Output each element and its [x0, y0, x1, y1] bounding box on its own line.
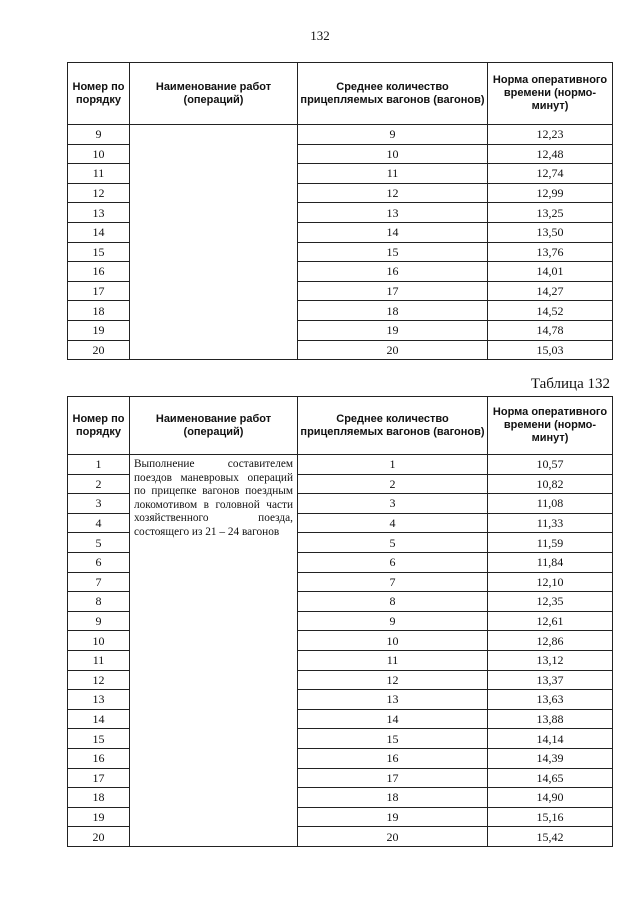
row-number: 10	[68, 144, 130, 164]
wagon-count: 9	[298, 125, 488, 145]
row-number: 14	[68, 709, 130, 729]
table-caption: Таблица 132	[530, 376, 610, 392]
row-number: 4	[68, 513, 130, 533]
wagon-count: 5	[298, 533, 488, 553]
wagon-count: 18	[298, 788, 488, 808]
row-number: 8	[68, 592, 130, 612]
table-row	[68, 455, 613, 475]
row-number: 15	[68, 729, 130, 749]
wagon-count: 3	[298, 494, 488, 514]
wagon-count: 2	[298, 474, 488, 494]
row-number: 20	[68, 340, 130, 360]
norm-time: 14,65	[488, 768, 613, 788]
wagon-count: 11	[298, 650, 488, 670]
page-number: 132	[310, 28, 330, 43]
norm-time: 15,16	[488, 807, 613, 827]
operation-description: Выполнение составителем поездов маневровых операций по прицепке вагонов поездным локомотивом в головной части хозяйственного поезда, состоящего из 21 – 24 вагонов	[130, 455, 298, 847]
row-number: 19	[68, 807, 130, 827]
table-row	[68, 125, 613, 145]
norm-time: 14,01	[488, 262, 613, 282]
header-wagons: Среднее количество прицепляемых вагонов (вагонов)	[298, 63, 488, 125]
norm-time: 11,84	[488, 552, 613, 572]
wagon-count: 14	[298, 709, 488, 729]
norm-time: 12,61	[488, 611, 613, 631]
norm-time: 14,39	[488, 748, 613, 768]
header-name: Наименование работ (операций)	[130, 397, 298, 455]
row-number: 13	[68, 690, 130, 710]
wagon-count: 16	[298, 262, 488, 282]
wagon-count: 10	[298, 631, 488, 651]
wagon-count: 12	[298, 183, 488, 203]
row-number: 20	[68, 827, 130, 847]
wagon-count: 20	[298, 340, 488, 360]
norm-time: 13,88	[488, 709, 613, 729]
row-number: 11	[68, 650, 130, 670]
row-number: 1	[68, 455, 130, 475]
wagon-count: 14	[298, 222, 488, 242]
norm-time: 13,63	[488, 690, 613, 710]
norm-time: 12,48	[488, 144, 613, 164]
norm-time: 12,74	[488, 164, 613, 184]
row-number: 9	[68, 611, 130, 631]
row-number: 18	[68, 301, 130, 321]
norm-time: 12,23	[488, 125, 613, 145]
header-name: Наименование работ (операций)	[130, 63, 298, 125]
wagon-count: 19	[298, 320, 488, 340]
norms-table-continued	[67, 62, 613, 360]
norm-time: 13,50	[488, 222, 613, 242]
norm-time: 14,52	[488, 301, 613, 321]
wagon-count: 15	[298, 729, 488, 749]
norm-time: 12,86	[488, 631, 613, 651]
norm-time: 13,37	[488, 670, 613, 690]
row-number: 18	[68, 788, 130, 808]
row-number: 11	[68, 164, 130, 184]
wagon-count: 11	[298, 164, 488, 184]
norm-time: 13,76	[488, 242, 613, 262]
wagon-count: 1	[298, 455, 488, 475]
wagon-count: 18	[298, 301, 488, 321]
wagon-count: 9	[298, 611, 488, 631]
norm-time: 11,08	[488, 494, 613, 514]
norm-time: 12,99	[488, 183, 613, 203]
header-wagons: Среднее количество прицепляемых вагонов (вагонов)	[298, 397, 488, 455]
wagon-count: 8	[298, 592, 488, 612]
norm-time: 11,59	[488, 533, 613, 553]
header-norm: Норма оперативного времени (нормо-минут)	[488, 397, 613, 455]
header-number: Номер по порядку	[68, 63, 130, 125]
row-number: 16	[68, 262, 130, 282]
wagon-count: 13	[298, 690, 488, 710]
wagon-count: 12	[298, 670, 488, 690]
norm-time: 10,82	[488, 474, 613, 494]
wagon-count: 16	[298, 748, 488, 768]
norm-time: 15,42	[488, 827, 613, 847]
row-number: 17	[68, 768, 130, 788]
row-number: 10	[68, 631, 130, 651]
norm-time: 12,35	[488, 592, 613, 612]
wagon-count: 7	[298, 572, 488, 592]
norm-time: 14,78	[488, 320, 613, 340]
row-number: 12	[68, 183, 130, 203]
norm-time: 14,14	[488, 729, 613, 749]
row-number: 14	[68, 222, 130, 242]
row-number: 15	[68, 242, 130, 262]
wagon-count: 13	[298, 203, 488, 223]
row-number: 16	[68, 748, 130, 768]
norm-time: 13,12	[488, 650, 613, 670]
norm-time: 14,90	[488, 788, 613, 808]
header-norm: Норма оперативного времени (нормо-минут)	[488, 63, 613, 125]
header-number: Номер по порядку	[68, 397, 130, 455]
row-number: 12	[68, 670, 130, 690]
row-number: 5	[68, 533, 130, 553]
norm-time: 13,25	[488, 203, 613, 223]
norm-time: 15,03	[488, 340, 613, 360]
row-number: 19	[68, 320, 130, 340]
row-number: 7	[68, 572, 130, 592]
norm-time: 11,33	[488, 513, 613, 533]
norm-time: 14,27	[488, 281, 613, 301]
row-number: 6	[68, 552, 130, 572]
wagon-count: 15	[298, 242, 488, 262]
row-number: 2	[68, 474, 130, 494]
norm-time: 12,10	[488, 572, 613, 592]
wagon-count: 17	[298, 281, 488, 301]
wagon-count: 19	[298, 807, 488, 827]
wagon-count: 17	[298, 768, 488, 788]
norms-table-132	[67, 396, 613, 847]
row-number: 17	[68, 281, 130, 301]
norm-time: 10,57	[488, 455, 613, 475]
wagon-count: 10	[298, 144, 488, 164]
wagon-count: 20	[298, 827, 488, 847]
row-number: 9	[68, 125, 130, 145]
row-number: 13	[68, 203, 130, 223]
operation-description	[130, 125, 298, 360]
row-number: 3	[68, 494, 130, 514]
wagon-count: 6	[298, 552, 488, 572]
wagon-count: 4	[298, 513, 488, 533]
